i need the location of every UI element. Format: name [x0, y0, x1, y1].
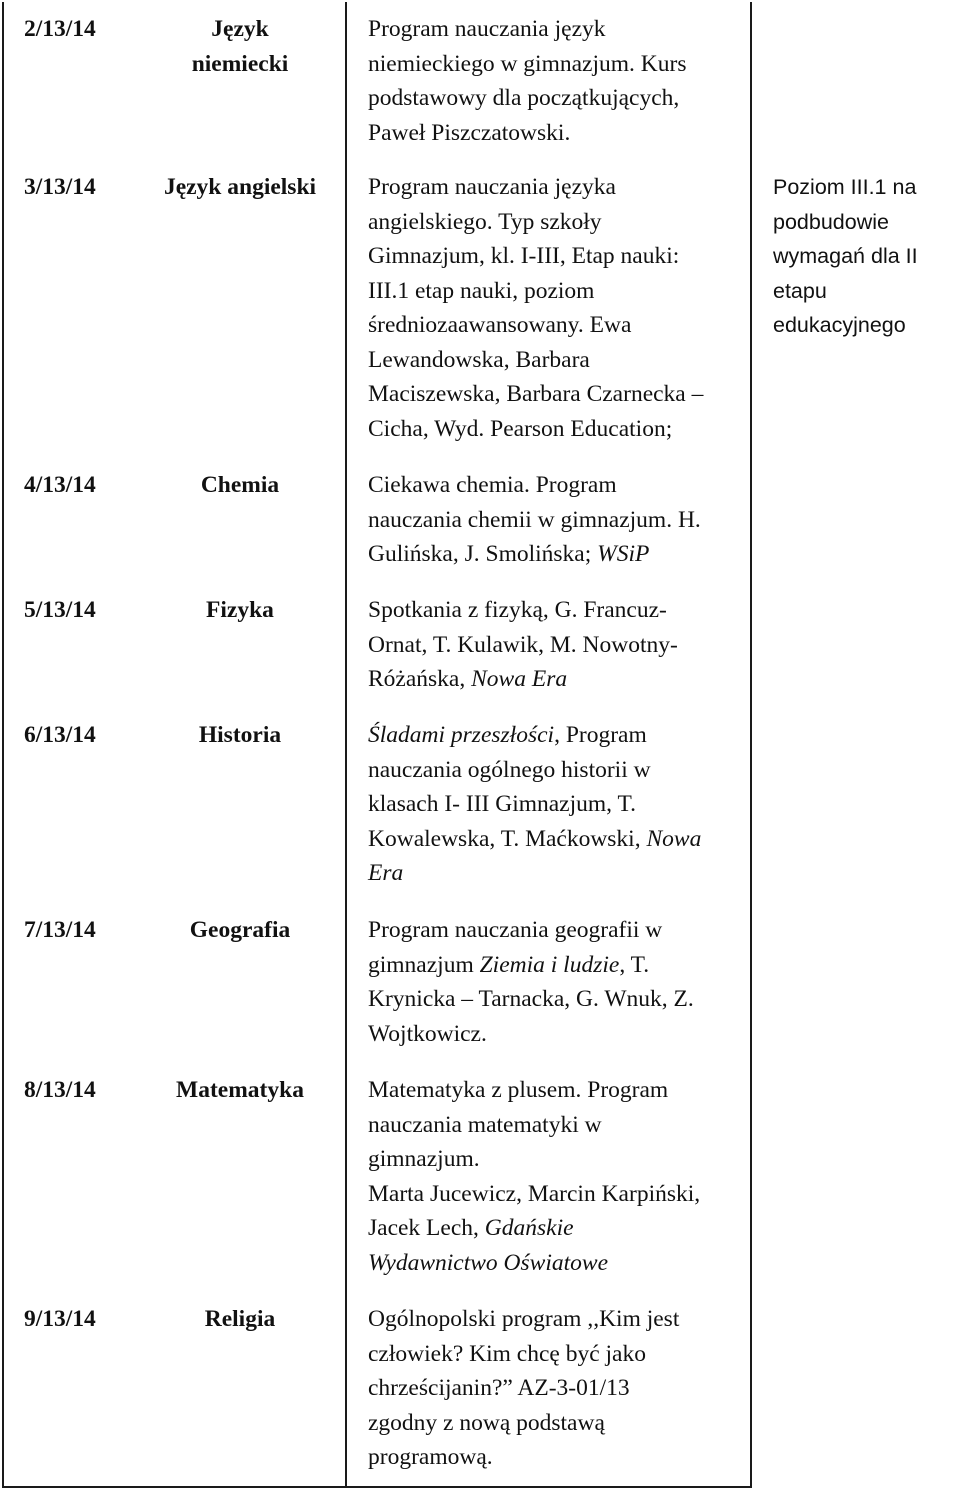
program-line-fragment: , T. — [619, 951, 650, 978]
program-description — [368, 1073, 738, 1280]
program-line-fragment: gimnazjum. — [368, 1146, 480, 1172]
subject-name — [150, 170, 330, 205]
program-line-fragment: Gulińska, J. Smolińska; — [368, 541, 598, 567]
program-line — [368, 913, 738, 948]
program-description — [368, 593, 738, 697]
subject-line: Język — [211, 16, 269, 42]
program-line-fragment: III.1 etap nauki, poziom — [368, 277, 595, 304]
program-description — [368, 1302, 738, 1475]
subject-line: Język angielski — [163, 174, 317, 200]
program-number: 2/13/14 — [24, 16, 96, 42]
program-number: 6/13/14 — [24, 722, 96, 748]
program-line — [368, 753, 738, 788]
program-description — [368, 718, 738, 891]
table-border-left — [2, 2, 4, 1488]
program-line-fragment: , Program — [554, 722, 647, 748]
level-line: etapu — [773, 278, 827, 303]
program-line-fragment: Gimnazjum, kl. I-III, Etap nauki: — [368, 243, 680, 269]
program-line-fragment: Ciekawa chemia. Program — [368, 472, 617, 498]
program-line — [368, 593, 738, 628]
program-line-fragment: nauczania ogólnego historii w — [368, 756, 651, 783]
program-line-fragment: Ogólnopolski program ,,Kim jest — [368, 1306, 680, 1332]
subject-line: Chemia — [200, 472, 280, 498]
program-description — [368, 913, 738, 1051]
program-line — [368, 170, 738, 205]
subject-name — [150, 468, 330, 503]
subject-name — [150, 1073, 330, 1108]
program-line — [368, 948, 738, 983]
program-line-fragment: Program nauczania język — [368, 16, 606, 42]
program-line — [368, 1302, 738, 1337]
program-line — [368, 1440, 738, 1475]
program-line — [368, 787, 738, 822]
program-line — [368, 718, 738, 753]
program-line — [368, 274, 738, 309]
program-line-fragment: Wydawnictwo Oświatowe — [368, 1249, 609, 1276]
table-border-bottom — [2, 1486, 752, 1488]
level-line: edukacyjnego — [773, 313, 906, 337]
subject-name — [150, 593, 330, 628]
subject-line: Historia — [198, 722, 282, 748]
program-number: 4/13/14 — [24, 472, 96, 498]
program-line-fragment: Jacek Lech, — [368, 1215, 485, 1241]
program-line-fragment: Paweł Piszczatowski. — [368, 119, 571, 146]
subject-line: Matematyka — [176, 1077, 304, 1103]
subject-name — [150, 913, 330, 948]
program-description — [368, 170, 738, 446]
program-line — [368, 662, 738, 697]
program-line — [368, 1371, 738, 1406]
program-line-fragment: Maciszewska, Barbara Czarnecka – — [368, 381, 704, 407]
program-line — [368, 1108, 738, 1143]
program-description — [368, 468, 738, 572]
subject-name — [150, 1302, 330, 1337]
program-line — [368, 116, 738, 151]
table-border-col3 — [750, 2, 752, 1488]
program-line — [368, 1177, 738, 1212]
program-line-fragment: programową. — [368, 1444, 493, 1470]
program-line-fragment: Nowa — [646, 825, 702, 852]
program-line-fragment: klasach I- III Gimnazjum, T. — [368, 791, 636, 817]
program-line — [368, 1406, 738, 1441]
level-note — [773, 170, 953, 343]
program-line — [368, 81, 738, 116]
subject-line: Religia — [204, 1306, 276, 1332]
table-border-col2 — [345, 2, 347, 1488]
program-line — [368, 822, 738, 857]
program-line — [368, 503, 738, 538]
program-line — [368, 12, 738, 47]
program-line — [368, 343, 738, 378]
program-line — [368, 1246, 738, 1281]
program-line — [368, 468, 738, 503]
program-line-fragment: Krynicka – Tarnacka, G. Wnuk, Z. — [368, 986, 694, 1012]
program-number: 7/13/14 — [24, 917, 96, 943]
program-line — [368, 1211, 738, 1246]
program-line-fragment: Program nauczania języka — [368, 174, 616, 200]
program-line — [368, 412, 738, 447]
subject-name — [150, 718, 330, 753]
program-line-fragment: Marta Jucewicz, Marcin Karpiński, — [368, 1180, 701, 1207]
program-number: 5/13/14 — [24, 597, 96, 623]
subject-line: niemiecki — [191, 50, 289, 77]
program-number: 3/13/14 — [24, 174, 96, 200]
program-line-fragment: podstawowy dla początkujących, — [368, 85, 680, 111]
program-line — [368, 628, 738, 663]
program-number: 8/13/14 — [24, 1077, 96, 1103]
program-line-fragment: Matematyka z plusem. Program — [368, 1077, 669, 1103]
program-line-fragment: Ziemia i ludzie — [479, 951, 620, 978]
program-line — [368, 205, 738, 240]
program-line-fragment: Program nauczania geografii w — [368, 917, 663, 943]
program-line-fragment: chrześcijanin?” AZ-3-01/13 — [368, 1375, 630, 1401]
program-line — [368, 982, 738, 1017]
program-line-fragment: człowiek? Kim chcę być jako — [368, 1340, 646, 1367]
program-line-fragment: średniozaawansowany. Ewa — [368, 312, 632, 338]
program-number: 9/13/14 — [24, 1306, 96, 1332]
program-line-fragment: Lewandowska, Barbara — [368, 346, 590, 373]
program-line-fragment: Nowa Era — [471, 666, 568, 692]
program-line-fragment: zgodny z nową podstawą — [368, 1409, 605, 1436]
program-line — [368, 1073, 738, 1108]
program-line-fragment: niemieckiego w gimnazjum. Kurs — [368, 50, 687, 77]
program-line-fragment: Ornat, T. Kulawik, M. Nowotny- — [368, 631, 678, 658]
program-line-fragment: WSiP — [597, 541, 650, 567]
program-line — [368, 537, 738, 572]
program-line — [368, 239, 738, 274]
program-line — [368, 1017, 738, 1052]
level-line: podbudowie — [773, 209, 889, 234]
program-line — [368, 377, 738, 412]
program-line-fragment: nauczania chemii w gimnazjum. H. — [368, 506, 701, 533]
subject-line: Fizyka — [206, 597, 274, 623]
program-line-fragment: Spotkania z fizyką, G. Francuz- — [368, 597, 667, 623]
program-line — [368, 1142, 738, 1177]
level-line: Poziom III.1 na — [773, 175, 917, 199]
level-line: wymagań dla II — [773, 244, 918, 268]
program-line-fragment: Gdańskie — [484, 1215, 574, 1241]
program-line-fragment: Cicha, Wyd. Pearson Education; — [368, 415, 673, 442]
program-line-fragment: Wojtkowicz. — [368, 1020, 487, 1047]
program-description — [368, 12, 738, 150]
program-line-fragment: gimnazjum — [368, 951, 480, 978]
program-line-fragment: Kowalewska, T. Maćkowski, — [368, 825, 647, 852]
subject-name — [150, 12, 330, 81]
program-line-fragment: nauczania matematyki w — [368, 1111, 602, 1138]
program-line — [368, 308, 738, 343]
program-line-fragment: Różańska, — [368, 666, 472, 692]
subject-line: Geografia — [189, 917, 291, 943]
program-line — [368, 856, 738, 891]
program-line — [368, 47, 738, 82]
program-line-fragment: Śladami przeszłości — [368, 722, 555, 748]
program-line-fragment: angielskiego. Typ szkoły — [368, 208, 602, 235]
program-line-fragment: Era — [368, 860, 404, 886]
program-line — [368, 1337, 738, 1372]
